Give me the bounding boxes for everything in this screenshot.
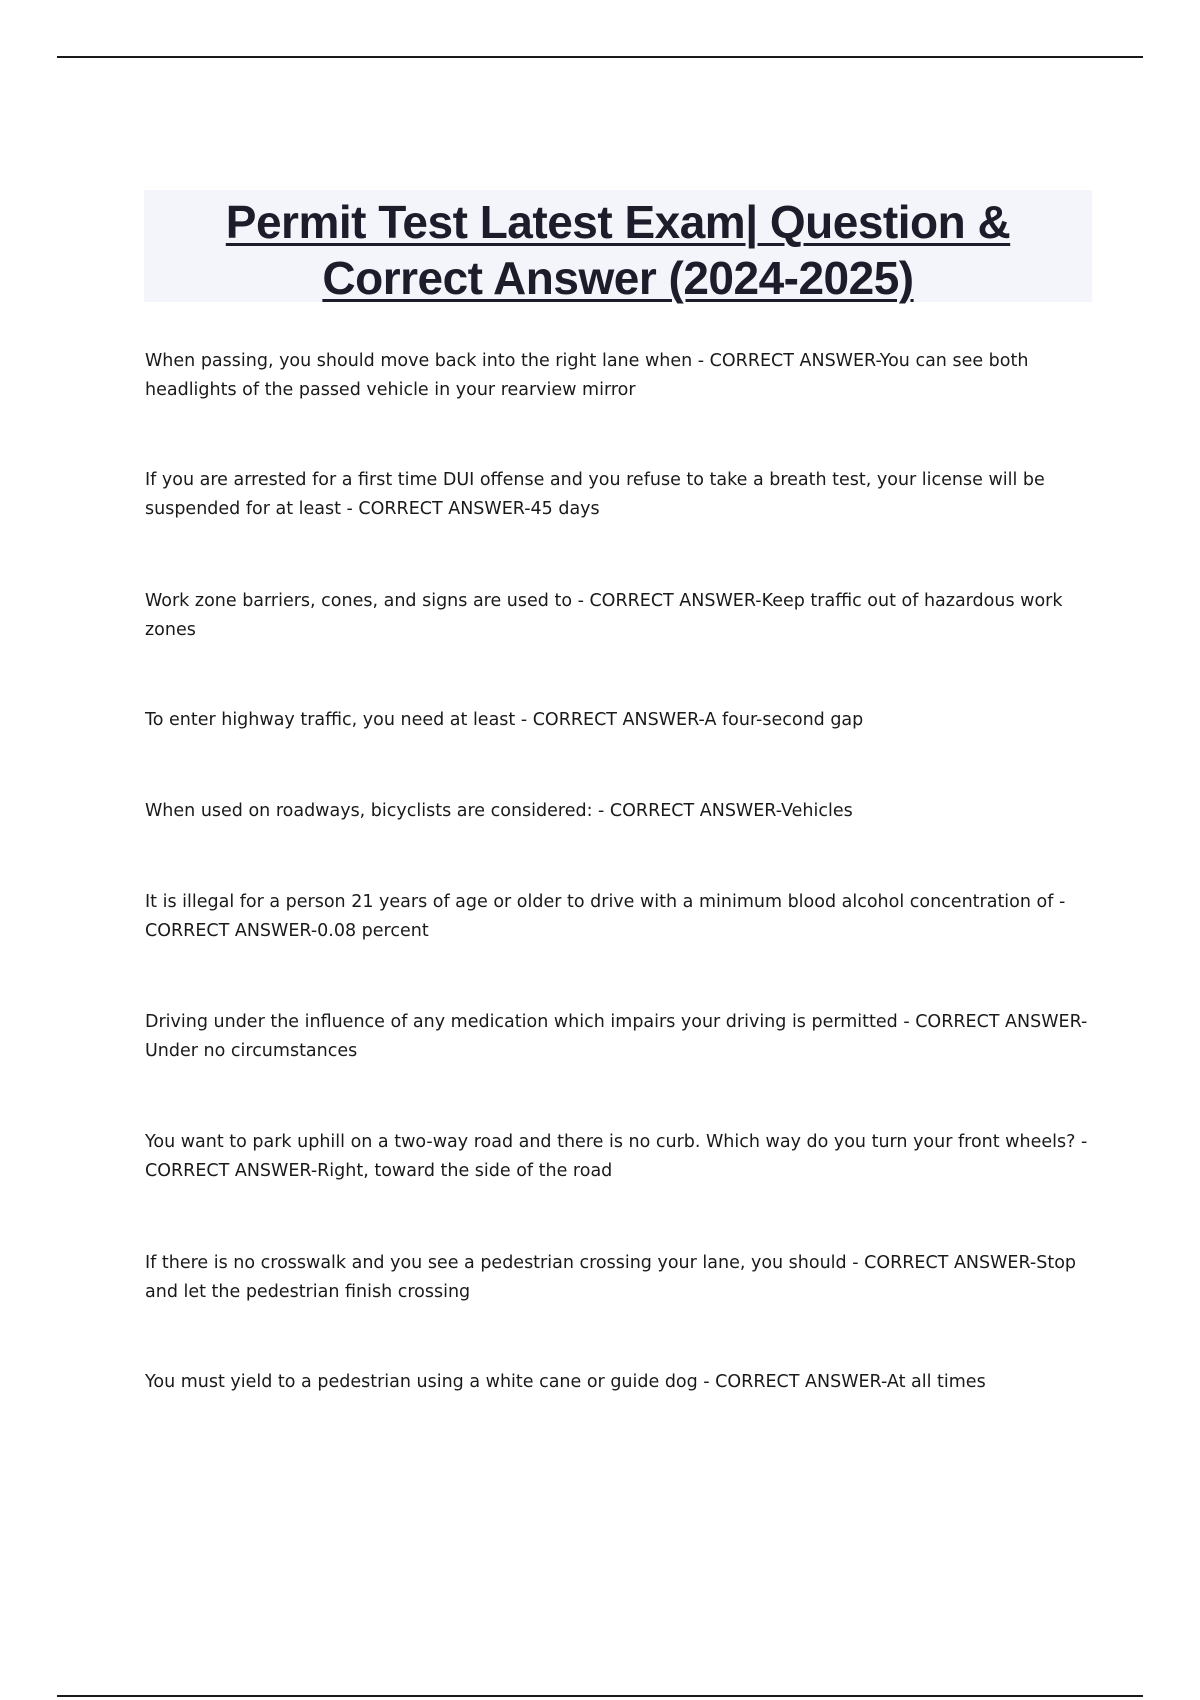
page-title: Permit Test Latest Exam| Question & Correct Answer (2024-2025) [225,196,1011,304]
qa-item: You must yield to a pedestrian using a white cane or guide dog - CORRECT ANSWER-At all times [145,1372,986,1392]
top-divider [57,56,1143,58]
qa-item: To enter highway traffic, you need at least - CORRECT ANSWER-A four-second gap [145,710,864,730]
qa-item: Work zone barriers, cones, and signs are used to - CORRECT ANSWER-Keep traffic out of hazardous work zones [145,591,1063,640]
qa-item: It is illegal for a person 21 years of age or older to drive with a minimum blood alcohol concentration of - CORRECT ANSWER-0.08 percent [145,892,1066,941]
qa-item: If you are arrested for a first time DUI offense and you refuse to take a breath test, your license will be suspended for at least - CORRECT ANSWER-45 days [145,470,1045,519]
qa-item: You want to park uphill on a two-way road and there is no curb. Which way do you turn your front wheels? - CORRECT ANSWER-Right, toward the side of the road [145,1132,1088,1181]
qa-item: If there is no crosswalk and you see a pedestrian crossing your lane, you should - CORRECT ANSWER-Stop and let the pedestrian finish crossing [145,1253,1077,1302]
qa-item: When used on roadways, bicyclists are considered: - CORRECT ANSWER-Vehicles [145,801,853,821]
bottom-divider [57,1695,1143,1697]
qa-item: Driving under the influence of any medication which impairs your driving is permitted - CORRECT ANSWER-Under no circumstances [145,1012,1088,1061]
qa-item: When passing, you should move back into the right lane when - CORRECT ANSWER-You can see both headlights of the passed vehicle in your rearview mirror [145,351,1029,400]
title-banner [144,190,1092,302]
